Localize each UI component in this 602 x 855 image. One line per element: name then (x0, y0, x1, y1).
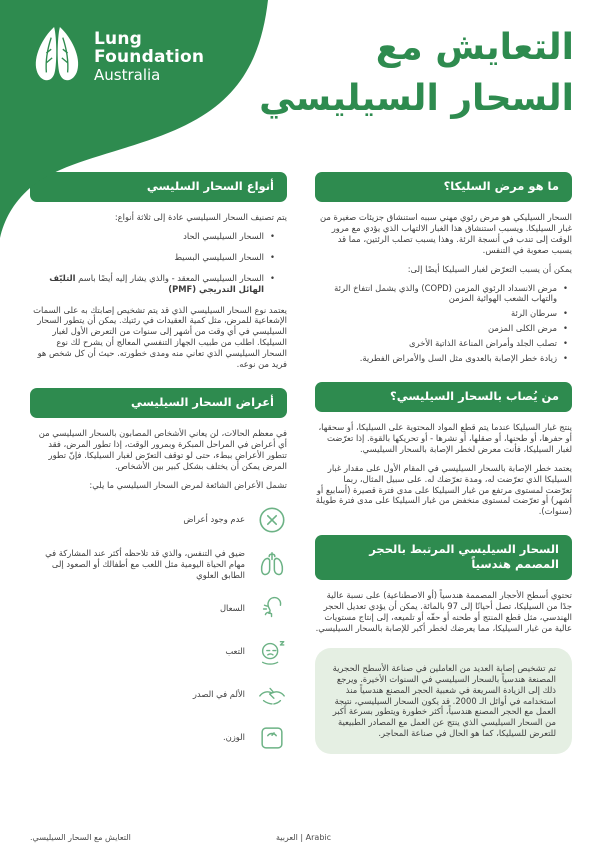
who-gets-paragraph-1: ينتج غبار السيليكا عندما يتم قطع المواد المحتوية على السيليكا، أو سحقها، أو حفرها، أو طحنها، أو صقلها، أو نشرها - أو تحريكها بالقوة. إذا تعرّضت لغبار السيليكا، فأنت معرض لخطر الإصابة بالسحار السيليسي. (318, 421, 572, 454)
silica-effects-list (315, 283, 568, 364)
section-header-symptoms: أعراض السحار السيليسي (30, 388, 287, 418)
types-paragraph: يعتمد نوع السحار السيليسي الذي قد يتم تشخيص إصابتك به على السمات الإشعاعية للمرض، مثل كمية العقيدات في رئتيك. يمكن أن يتطور السحار السيليسي في أي وقت من أشهر إلى سنوات من التعرض الأول لغبار السيليكا. اطلب من طبيب الجهاز التنفسي المعالج أن يشرح لك نوع السحار السيليسي الذي تعاني منه ومدى خطورته. حيث أن كل شخص هو فريد من نوعه. (33, 304, 287, 370)
engineered-stone-callout-text: تم تشخيص إصابة العديد من العاملين في صناعة الأسطح الحجرية المصنعة هندسياً بالسحار السيليسي في السنوات الأخيرة. ويرجع ذلك إلى الزيادة السريعة في شعبية الحجر المصنع هندسياً منذ استخدامه في أوائل الـ 2000. قد يكون السحار السيليسي، نتيجة العمل مع الحجر المصنع هندسياً، أكثر خطورة ويتطور بسرعة أكبر من السحار السيليسي الذي ينتج عن العمل مع المصادر الطبيعية للتعرض للسيليكا، كما هو الحال في صناعة المحاجر. (332, 662, 556, 739)
symptom-row-cough: السعال (30, 594, 287, 624)
logo-text-australia: Australia (94, 66, 161, 84)
silicosis-types-list (30, 231, 275, 295)
footer-document-title: التعايش مع السحار السيليسي. (30, 833, 131, 842)
list-item: • السحار السيليسي البسيط (30, 252, 275, 263)
list-item: • تصلب الجلد وأمراض المناعة الذاتية الأخرى (315, 338, 568, 349)
list-item: • السحار السيليسي المعقد - والذي يشار إليه أيضًا باسم التليّف الهائل التدريجي (PMF) (30, 273, 275, 295)
column-right (315, 172, 572, 766)
weight-scale-icon (257, 723, 287, 753)
who-gets-paragraph-2: يعتمد خطر الإصابة بالسحار السيليسي في المقام الأول على مقدار غبار السيليكا الذي تعرّضت له، ومدة تعرّضك له. على سبيل المثال، ربما تعرّضت لمستوى مرتفع من غبار السيليكا على مدى فترة قصيرة (أسابيع أو أشهر) أو تعرّضت لمستوى منخفض من غبار السيليكا على مدى فترة طويلة (سنوات). (315, 462, 572, 517)
lungs-leaf-logo-icon (28, 24, 86, 86)
column-left (30, 172, 287, 766)
list-item: • مرض الانسداد الرئوي المزمن (COPD) والذي يشمل انتفاخ الرئة والتهاب الشعب الهوائية المزمن (315, 283, 568, 305)
list-item: • زيادة خطر الإصابة بالعدوى مثل السل والأمراض الفطرية. (315, 353, 568, 364)
page-title-line1: التعايش مع (375, 27, 574, 68)
symptom-list (30, 505, 287, 753)
what-is-lead-in: يمكن أن يسبب التعرّض لغبار السيليكا أيضًا إلى: (407, 263, 572, 274)
symptom-row-no-symptoms: عدم وجود أعراض (30, 505, 287, 535)
symptom-row-weight: الوزن. (30, 723, 287, 753)
cough-icon (257, 594, 287, 624)
what-is-paragraph: السحار السيليكي هو مرض رئوي مهني سببه استنشاق جزيئات صغيرة من غبار السيليكا. ويسبب استنشاق هذا الغبار الالتهاب الذي يؤدي مع مرور الوقت إلى تندب في أنسجة الرئة. وهذا يسبب تصلب الرئتين، مما قد يسبب صعوبة في التنفس. (320, 212, 572, 255)
engineered-stone-callout (315, 648, 572, 754)
types-intro: يتم تصنيف السحار السيليسي عادة إلى ثلاثة أنواع: (114, 212, 287, 222)
lungs-icon (257, 549, 287, 579)
section-header-types-of-silicosis: أنواع السحار السليسي (30, 172, 287, 202)
content-columns (0, 158, 602, 766)
header (0, 0, 602, 158)
symptoms-paragraph: في معظم الحالات، لن يعاني الأشخاص المصابون بالسحار السيليسي من أي أعراض في المراحل المبكرة وبمرور الوقت، إذا تطور المرض، فقد تتطور الأعراض ببطء، حتى لو توقف التعرّض لغبار السيليكا. فإنّ تطور المرض يمكن أن يختلف بشكل كبير بين الأشخاص. (38, 427, 287, 471)
list-item: • سرطان الرئة (315, 308, 568, 319)
section-header-engineered-stone: السحار السيليسي المرتبط بالحجر المصمم هندسياً (315, 535, 572, 580)
logo-text (94, 24, 204, 84)
symptom-row-chest-pain: الألم في الصدر (30, 680, 287, 710)
section-header-what-is-silica: ما هو مرض السليكا؟ (315, 172, 572, 202)
list-item: • السحار السيليسي الحاد (30, 231, 275, 242)
footer-language-label: العربية | Arabic (276, 833, 332, 842)
no-symptoms-icon (257, 505, 287, 535)
page-title (259, 22, 574, 124)
list-item: • مرض الكلى المزمن (315, 323, 568, 334)
engineered-stone-paragraph: تحتوي أسطح الأحجار المصممة هندسياً (أو الاصطناعية) على نسبة عالية جدًا من السيليكا، تصل أحيانًا إلى 97 بالمائة. يمكن أن يؤدي تعديل الحجر الهندسي، مثل قطع المنتج أو طحنه أو حفّه أو تلميعه، إلى إنتاج مستويات عالية من غبار السيليكا، مما يعرضك لخطر أكبر للإصابة بالسحار السيليسي. (315, 590, 572, 633)
symptom-row-fatigue: التعب (30, 637, 287, 667)
fatigue-icon (257, 637, 287, 667)
lung-foundation-logo (28, 24, 204, 86)
symptoms-lead-in: تشمل الأعراض الشائعة لمرض السحار السيليسي ما يلي: (89, 479, 287, 490)
chest-pain-icon (257, 680, 287, 710)
page-title-line2: السحار السيليسي (259, 78, 574, 119)
logo-text-lung: Lung (94, 29, 143, 49)
symptom-row-breathlessness: ضيق في التنفس، والذي قد تلاحظه أكثر عند المشاركة في مهام الحياة اليومية مثل اللعب مع أطفالك أو الصعود إلى الطابق العلوي (30, 548, 287, 581)
logo-text-foundation: Foundation (94, 47, 205, 67)
section-header-who-gets-silicosis: من يُصاب بالسحار السيليسي؟ (315, 382, 572, 412)
